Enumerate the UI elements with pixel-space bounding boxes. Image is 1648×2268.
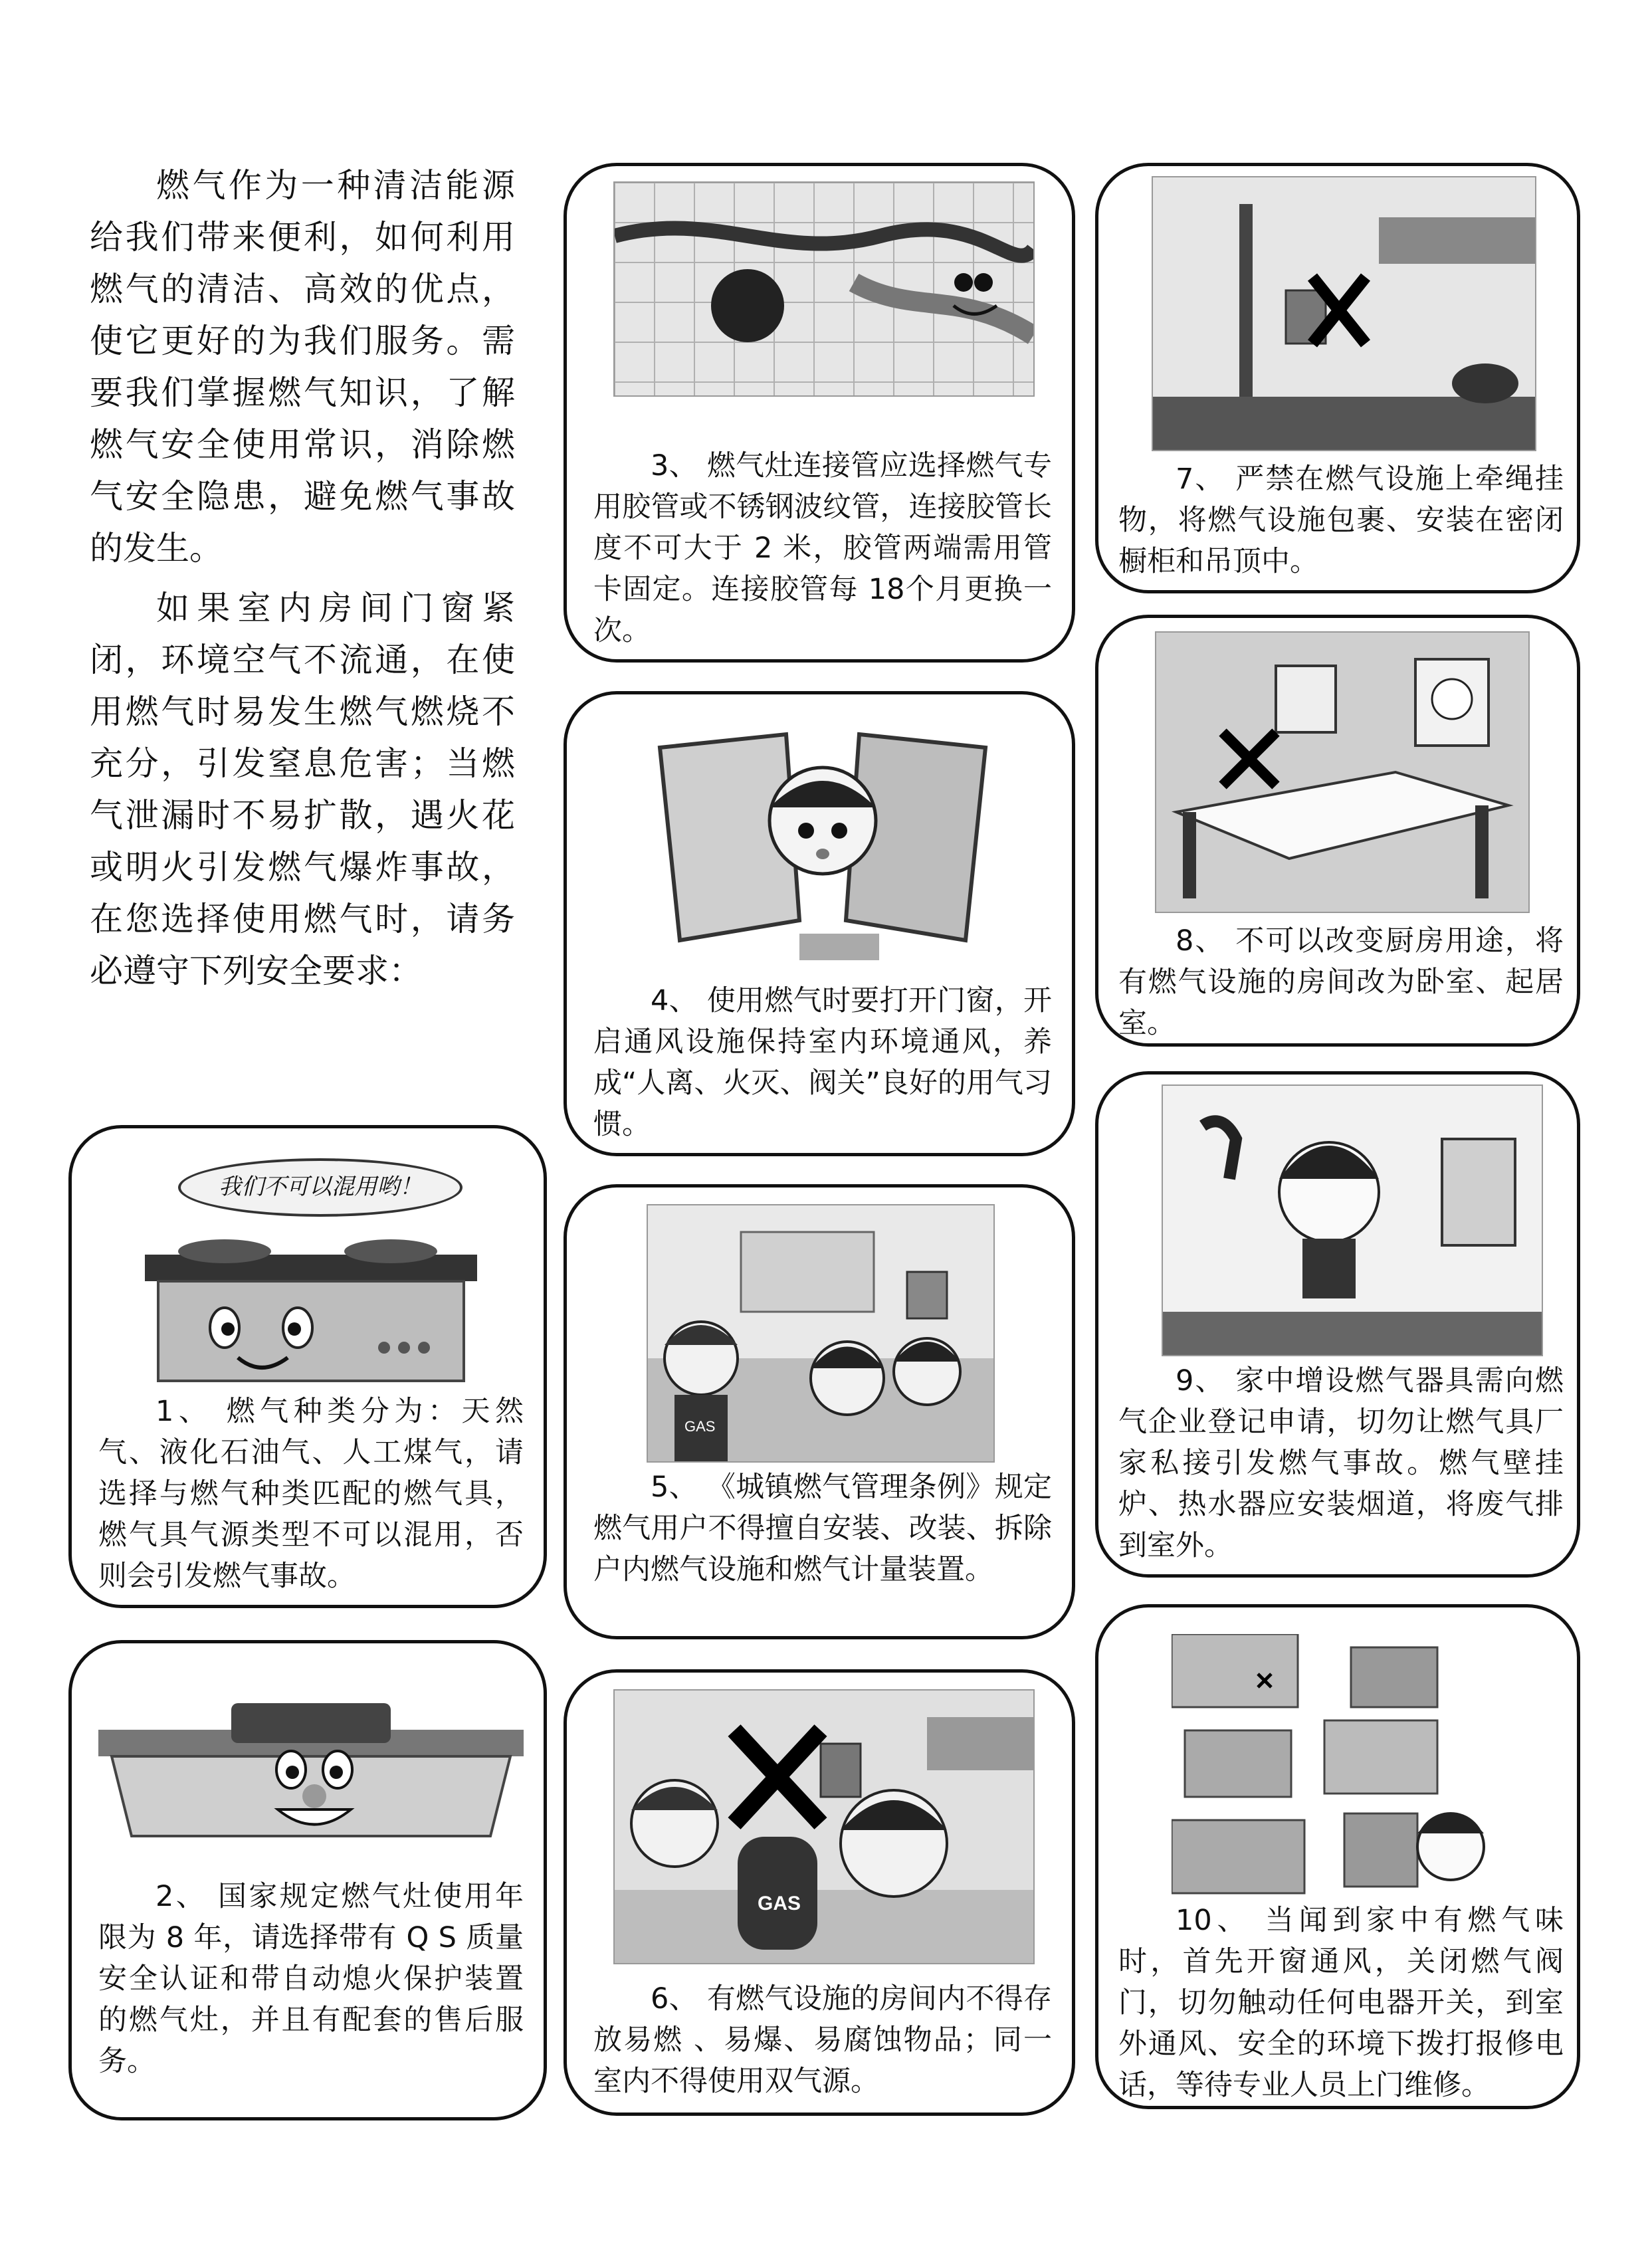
- kitchen-bedroom-illustration: [1155, 631, 1530, 913]
- stove-smile-icon: [98, 1690, 524, 1849]
- gas-hose-illustration: [613, 181, 1035, 397]
- rule-card-10: [1095, 1604, 1580, 2109]
- rule-text-9: 9、 家中增设燃气器具需向燃气企业登记申请，切勿让燃气具厂家私接引发燃气事故。燃气壁挂炉、热水器应安装烟道，将废气排到室外。: [1118, 1364, 1564, 1562]
- rule-card-3: [564, 163, 1075, 663]
- open-window-illustration: [640, 721, 1005, 974]
- rule-card-7: [1095, 163, 1580, 593]
- rule-text-10: 10、 当闻到家中有燃气味时，首先开窗通风，关闭燃气阀门，切勿触动任何电器开关，到室外通风、安全的环境下拨打报修电话，等待专业人员上门维修。: [1118, 1904, 1564, 2102]
- rule-text-1: 1、 燃气种类分为：天然气、液化石油气、人工煤气，请选择与燃气种类匹配的燃气具，燃气具气源类型不可以混用，否则会引发燃气事故。: [98, 1395, 524, 1593]
- rule-text-4: 4、 使用燃气时要打开门窗，开启通风设施保持室内环境通风，养成“人离、火灭、阀关”良好的用气习惯。: [593, 984, 1052, 1141]
- intro-text: [90, 159, 515, 1005]
- rule-text-7: 7、 严禁在燃气设施上牵绳挂物，将燃气设施包裹、安装在密闭橱柜和吊顶中。: [1118, 463, 1564, 578]
- rule-card-6: [564, 1669, 1075, 2116]
- water-heater-boy-illustration: [1162, 1084, 1543, 1356]
- gas-technician-kitchen-illustration: [647, 1204, 995, 1463]
- intro-paragraph-1: 燃气作为一种清洁能源给我们带来便利，如何利用燃气的清洁、高效的优点，使它更好的为我们服务。需要我们掌握燃气知识，了解燃气安全使用常识，消除燃气安全隐患，避免燃气事故的发生。: [90, 166, 515, 567]
- rule-card-9: [1095, 1071, 1580, 1578]
- rule-card-8: [1095, 615, 1580, 1047]
- gas-meter-covered-illustration: [1152, 176, 1536, 451]
- rule-card-5: [564, 1184, 1075, 1639]
- gas-cylinder-label: GAS: [758, 1893, 801, 1914]
- rule-text-8: 8、 不可以改变厨房用途，将有燃气设施的房间改为卧室、起居室。: [1118, 924, 1564, 1040]
- leak-response-illustration: [1172, 1634, 1504, 1897]
- stove-cartoon-icon: [125, 1215, 497, 1388]
- speech-bubble: 我们不可以混用哟！: [178, 1158, 463, 1217]
- gas-cylinder-kitchen-illustration: [613, 1689, 1035, 1964]
- rule-card-2: [68, 1640, 547, 2120]
- rule-text-5: 5、 《城镇燃气管理条例》规定燃气用户不得擅自安装、改装、拆除户内燃气设施和燃气计量装置。: [593, 1471, 1052, 1586]
- intro-paragraph-2: 如果室内房间门窗紧闭，环境空气不流通，在使用燃气时易发生燃气燃烧不充分，引发窒息危害；当燃气泄漏时不易扩散，遇火花或明火引发燃气爆炸事故，在您选择使用燃气时，请务必遵守下列安全要求：: [90, 589, 515, 990]
- rule-card-1: [68, 1125, 547, 1608]
- rule-text-2: 2、 国家规定燃气灶使用年限为 8 年，请选择带有 Q S 质量安全认证和带自动熄火保护装置的燃气灶，并且有配套的售后服务。: [98, 1880, 524, 2078]
- rule-text-6: 6、 有燃气设施的房间内不得存放易燃 、易爆、易腐蚀物品；同一室内不得使用双气源。: [593, 1982, 1052, 2098]
- gas-label: GAS: [684, 1418, 716, 1435]
- rule-text-3: 3、 燃气灶连接管应选择燃气专用胶管或不锈钢波纹管，连接胶管长度不可大于 2 米，胶管两端需用管卡固定。连接胶管每 18个月更换一次。: [593, 449, 1052, 647]
- rule-card-4: [564, 691, 1075, 1156]
